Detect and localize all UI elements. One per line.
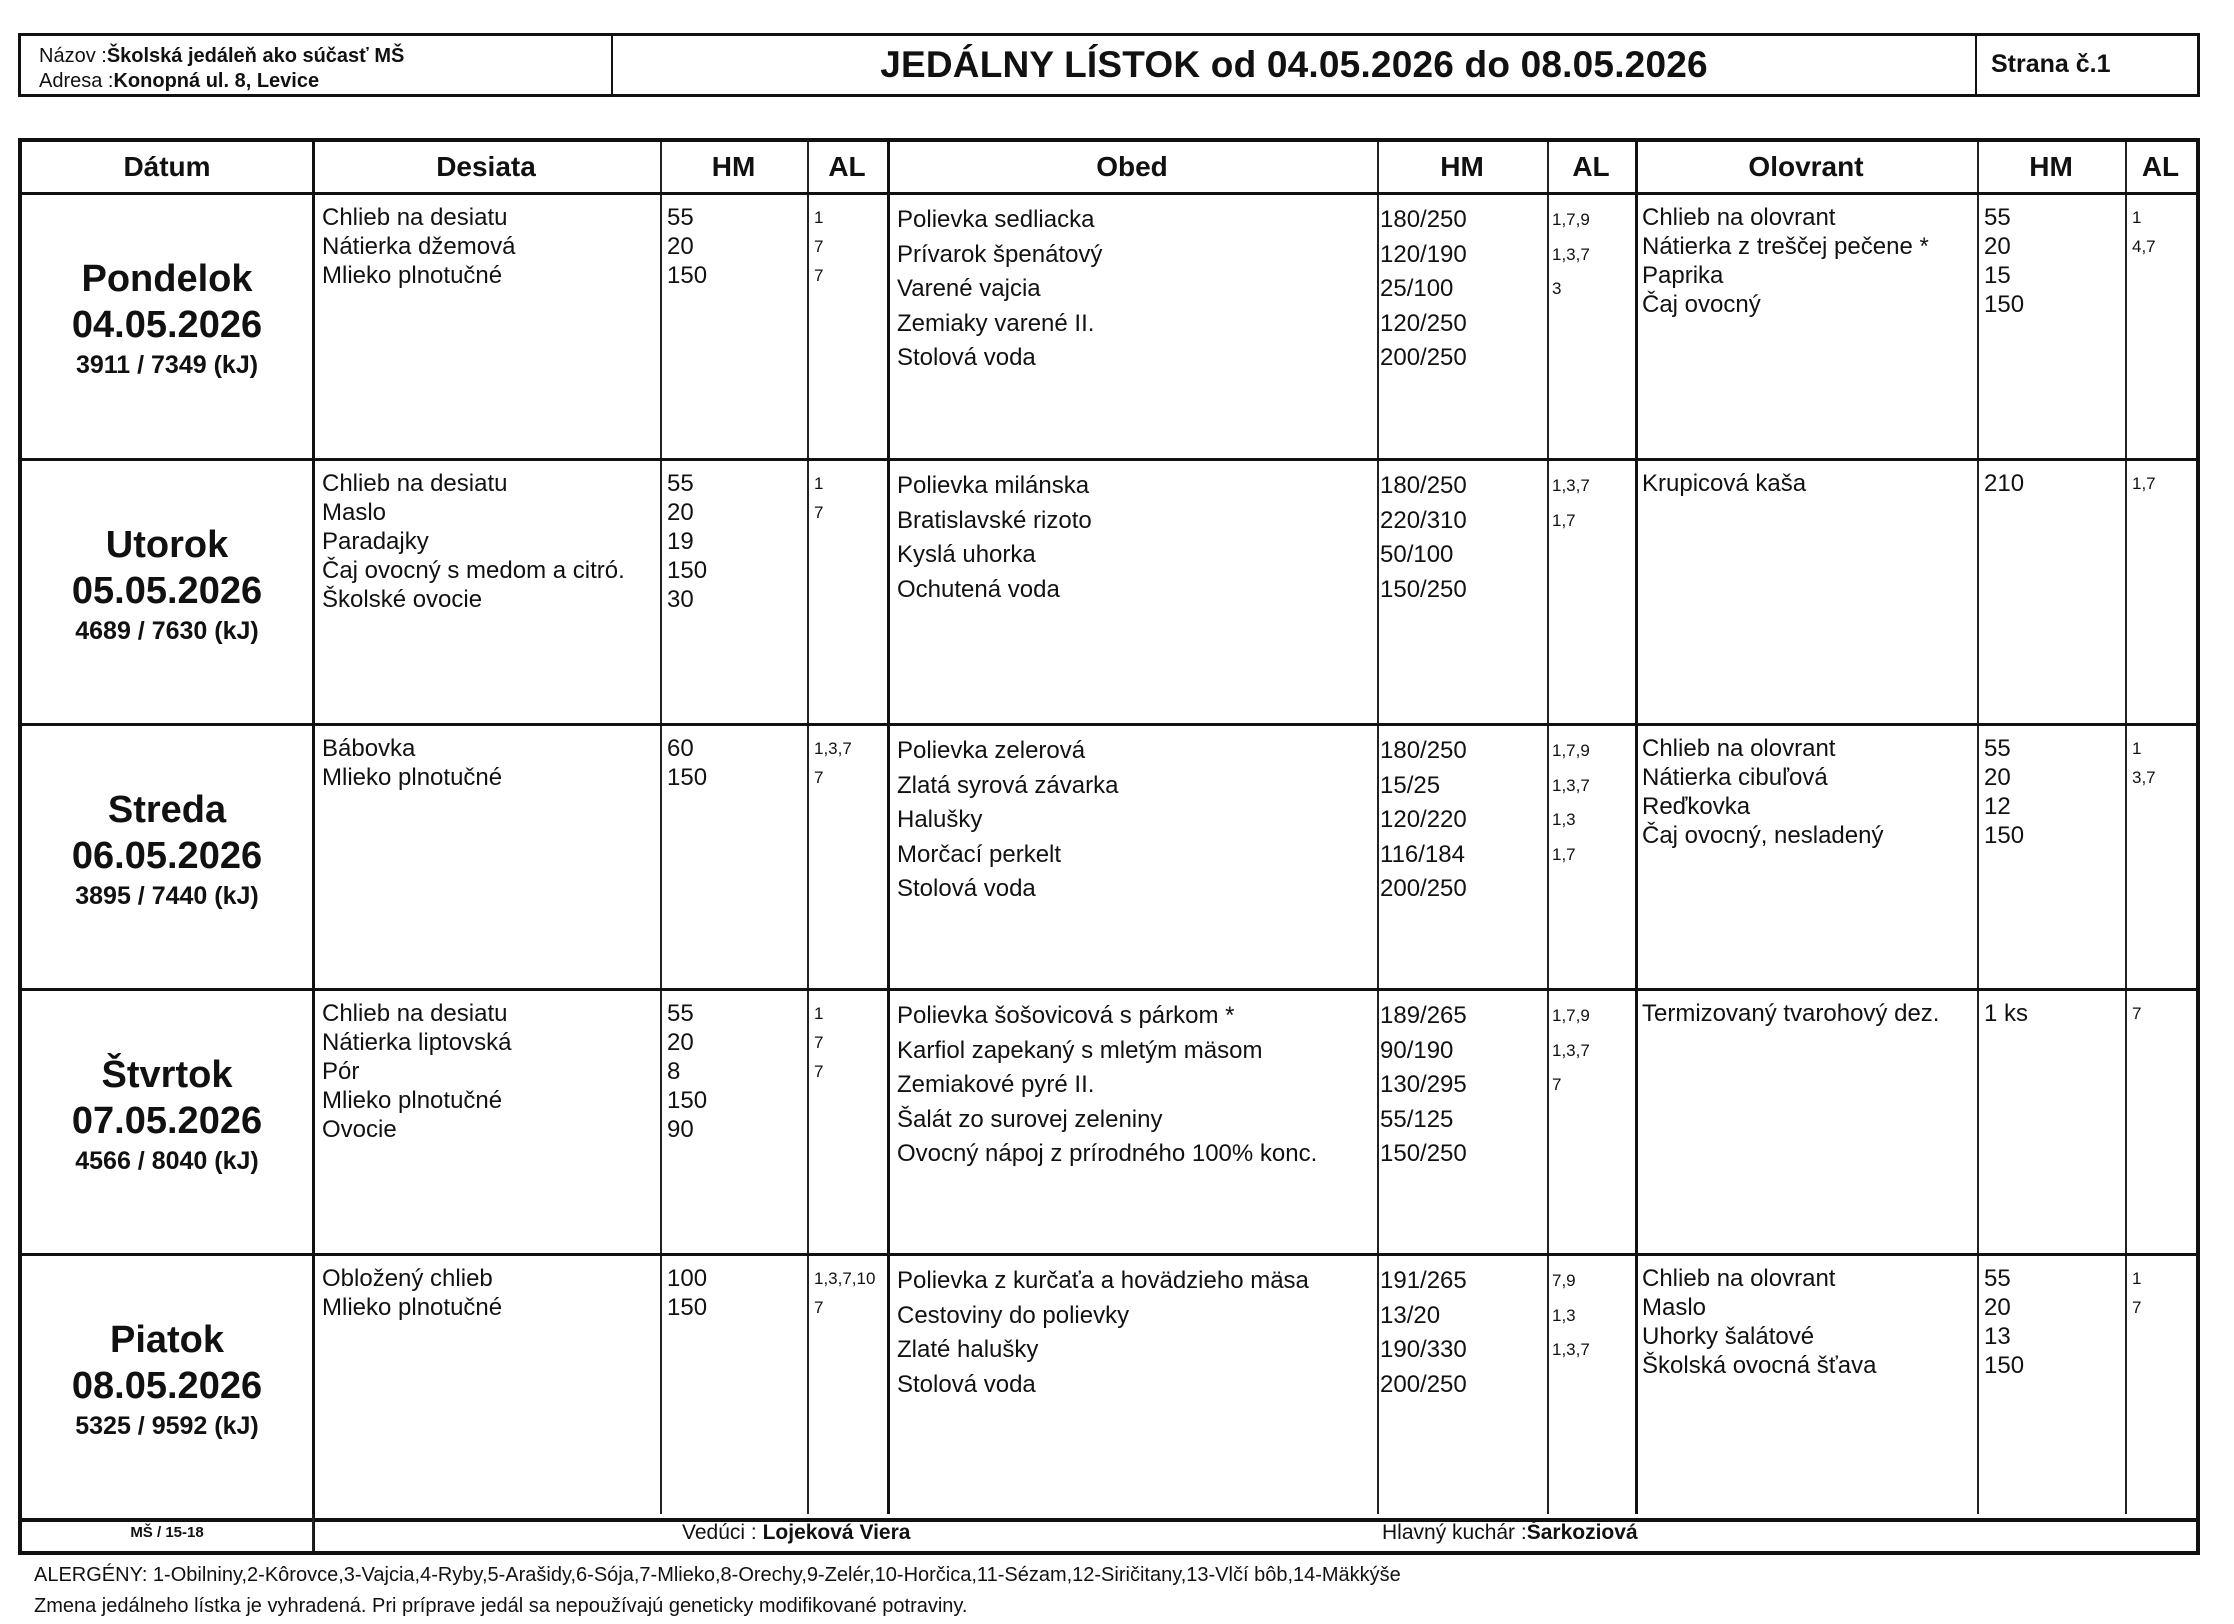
obed-allergens [1552, 203, 1590, 307]
menu-item: Polievka šošovicová s párkom * [897, 1002, 1235, 1029]
desiata-items [322, 999, 511, 1144]
menu-item: Mlieko plnotučné [322, 262, 503, 289]
column-header-lunch: Obed [1096, 151, 1168, 182]
item-amount: 130/295 [1380, 1071, 1467, 1098]
item-amount: 220/310 [1380, 506, 1467, 534]
menu-item: Nátierka cibuľová [1642, 764, 1828, 791]
item-allergens: 1,7 [2132, 474, 2156, 493]
day-name: Pondelok [81, 258, 253, 300]
manager-signature [682, 1514, 910, 1551]
desiata-items [322, 734, 502, 792]
item-allergens: 3,7 [2132, 768, 2156, 787]
item-allergens: 7 [814, 1062, 824, 1081]
item-amount: 150/250 [1380, 575, 1467, 603]
item-allergens: 1,7,9 [1552, 210, 1590, 229]
item-amount: 25/100 [1380, 275, 1454, 302]
menu-item: Obložený chlieb [322, 1265, 493, 1292]
column-header-lunch-al: AL [1572, 151, 1610, 182]
day-name: Utorok [105, 524, 229, 566]
menu-item: Cestoviny do polievky [897, 1301, 1130, 1329]
menu-item: Mlieko plnotučné [322, 1087, 503, 1114]
item-allergens: 7,9 [1552, 1271, 1576, 1290]
day-cell [22, 787, 312, 913]
item-allergens: 1,3 [1552, 1305, 1576, 1325]
item-amount: 116/184 [1380, 840, 1465, 868]
item-amount: 20 [667, 1029, 694, 1056]
menu-item: Čaj ovocný s medom a citró. [322, 557, 625, 584]
item-allergens: 1 [814, 474, 824, 493]
menu-item: Zemiaky varené II. [897, 309, 1095, 337]
menu-item: Morčací perkelt [897, 840, 1062, 868]
item-allergens: 3 [1552, 279, 1562, 298]
item-amount: 8 [667, 1058, 681, 1085]
menu-item: Mlieko plnotučné [322, 764, 503, 791]
item-amount: 90/190 [1380, 1036, 1454, 1064]
chef-name: Šarkoziová [1526, 1521, 1638, 1544]
item-allergens: 1,7 [1552, 844, 1576, 864]
obed-items [897, 203, 1102, 376]
item-amount: 55/125 [1380, 1105, 1454, 1133]
item-amount: 19 [667, 528, 694, 555]
item-amount: 150 [667, 764, 708, 791]
menu-item: Bratislavské rizoto [897, 506, 1092, 534]
menu-item: Polievka zelerová [897, 737, 1086, 764]
day-cell [22, 1052, 312, 1178]
item-amount: 200/250 [1380, 875, 1467, 902]
day-name: Štvrtok [101, 1054, 233, 1096]
item-amount: 20 [667, 233, 694, 260]
day-date: 07.05.2026 [71, 1100, 263, 1142]
day-energy: 4689 / 7630 (kJ) [75, 617, 259, 645]
manager-name: Lojeková Viera [762, 1521, 911, 1544]
menu-item: Halušky [897, 806, 983, 833]
day-energy: 5325 / 9592 (kJ) [75, 1412, 259, 1440]
item-allergens: 7 [2132, 1004, 2142, 1023]
day-row [22, 726, 2196, 988]
item-amount: 1 ks [1984, 1000, 2029, 1027]
item-allergens: 1 [2132, 739, 2142, 758]
item-amount: 15 [1984, 262, 2011, 289]
column-header-snack: Desiata [436, 151, 536, 182]
desiata-allergens [814, 203, 823, 290]
column-header-date: Dátum [123, 151, 211, 182]
item-amount: 30 [667, 586, 694, 613]
day-name: Streda [107, 789, 227, 831]
grid-line [312, 1514, 314, 1551]
menu-item: Ovocie [322, 1116, 397, 1143]
menu-item: Kyslá uhorka [897, 541, 1036, 568]
item-amount: 150 [667, 1294, 708, 1321]
item-allergens: 7 [814, 266, 824, 285]
day-date: 04.05.2026 [71, 304, 263, 346]
day-row [22, 195, 2196, 457]
day-energy: 3895 / 7440 (kJ) [75, 882, 259, 910]
obed-amounts [1380, 734, 1467, 907]
desiata-amounts [667, 999, 707, 1144]
item-amount: 120/250 [1380, 309, 1467, 337]
menu-item: Nátierka z treščej pečene * [1642, 233, 1929, 260]
day-date: 06.05.2026 [71, 835, 263, 877]
menu-item: Čaj ovocný, nesladený [1642, 822, 1884, 849]
menu-item: Chlieb na olovrant [1642, 735, 1836, 762]
day-date: 08.05.2026 [71, 1365, 263, 1407]
menu-item: Stolová voda [897, 1370, 1036, 1398]
desiata-allergens [814, 734, 852, 792]
olovrant-amounts [1984, 469, 2024, 498]
desiata-items [322, 1264, 502, 1322]
notes [34, 1560, 1401, 1622]
obed-amounts [1380, 999, 1467, 1172]
menu-item: Uhorky šalátové [1642, 1323, 1815, 1350]
menu-item: Maslo [322, 499, 387, 526]
obed-allergens [1552, 1264, 1590, 1368]
item-amount: 20 [1984, 1294, 2011, 1321]
olovrant-items [1642, 1264, 1876, 1380]
item-amount: 20 [667, 499, 694, 526]
olovrant-items [1642, 734, 1883, 850]
menu-item: Čaj ovocný [1642, 291, 1761, 318]
item-allergens: 1,3,7 [1552, 476, 1590, 495]
olovrant-allergens [2132, 1264, 2141, 1322]
page-number: Strana č.1 [1991, 50, 2111, 78]
item-amount: 189/265 [1380, 1002, 1467, 1029]
menu-item: Nátierka džemová [322, 233, 516, 260]
obed-items [897, 1264, 1309, 1402]
disclaimer: Zmena jedálneho lístka je vyhradená. Pri príprave jedál sa nepoužívajú geneticky modifikované potraviny. [34, 1595, 968, 1617]
item-allergens: 7 [814, 1298, 824, 1317]
menu-item: Ochutená voda [897, 575, 1060, 603]
menu-item: Chlieb na desiatu [322, 470, 508, 497]
item-amount: 150 [1984, 822, 2025, 849]
menu-item: Školské ovocie [322, 586, 483, 613]
item-amount: 150 [667, 557, 708, 584]
item-amount: 120/220 [1380, 806, 1467, 833]
menu-item: Nátierka liptovská [322, 1029, 512, 1056]
document-header [18, 33, 2200, 97]
menu-item: Polievka sedliacka [897, 206, 1095, 233]
olovrant-amounts [1984, 734, 2024, 850]
desiata-amounts [667, 734, 707, 792]
obed-allergens [1552, 734, 1590, 872]
item-amount: 55 [1984, 735, 2011, 762]
item-amount: 20 [1984, 764, 2011, 791]
item-amount: 100 [667, 1265, 708, 1292]
menu-item: Zemiakové pyré II. [897, 1071, 1095, 1098]
desiata-allergens [814, 469, 823, 527]
item-allergens: 7 [2132, 1298, 2142, 1317]
menu-item: Školská ovocná šťava [1642, 1352, 1877, 1379]
day-row [22, 1256, 2196, 1518]
item-amount: 50/100 [1380, 541, 1454, 568]
facility-info [21, 36, 613, 94]
item-amount: 55 [667, 204, 694, 231]
item-allergens: 1 [2132, 1269, 2142, 1288]
obed-amounts [1380, 469, 1467, 607]
item-allergens: 1,7 [1552, 510, 1576, 530]
item-allergens: 4,7 [2132, 237, 2156, 256]
desiata-items [322, 203, 515, 290]
column-header-snack-al: AL [828, 151, 866, 182]
olovrant-amounts [1984, 203, 2024, 319]
menu-item: Mlieko plnotučné [322, 1294, 503, 1321]
item-amount: 150 [667, 262, 708, 289]
day-energy: 3911 / 7349 (kJ) [75, 351, 259, 379]
item-allergens: 7 [814, 237, 824, 256]
menu-item: Paradajky [322, 528, 429, 555]
item-amount: 60 [667, 735, 694, 762]
desiata-items [322, 469, 625, 614]
menu-item: Bábovka [322, 735, 416, 762]
menu-item: Prívarok špenátový [897, 240, 1103, 268]
olovrant-allergens [2132, 203, 2156, 261]
item-amount: 150 [1984, 291, 2025, 318]
item-amount: 20 [1984, 233, 2011, 260]
menu-item: Stolová voda [897, 875, 1036, 902]
item-allergens: 1,3,7,10 [814, 1269, 876, 1288]
item-amount: 150 [1984, 1352, 2025, 1379]
menu-item: Chlieb na olovrant [1642, 204, 1836, 231]
table-footer [22, 1514, 2196, 1551]
menu-item: Chlieb na desiatu [322, 1000, 508, 1027]
item-allergens: 1 [814, 208, 824, 227]
item-allergens: 1 [814, 1004, 824, 1023]
form-code: MŠ / 15-18 [130, 1524, 204, 1541]
item-amount: 15/25 [1380, 771, 1441, 799]
desiata-amounts [667, 203, 707, 290]
item-allergens: 1,7,9 [1552, 741, 1590, 760]
menu-item: Polievka z kurčaťa a hovädzieho mäsa [897, 1267, 1309, 1294]
desiata-amounts [667, 1264, 707, 1322]
item-allergens: 1,3 [1552, 810, 1576, 829]
olovrant-items [1642, 203, 1929, 319]
item-amount: 13/20 [1380, 1301, 1441, 1329]
menu-item: Polievka milánska [897, 472, 1090, 499]
menu-item: Krupicová kaša [1642, 470, 1807, 497]
facility-name: Školská jedáleň ako súčasť MŠ [106, 45, 405, 67]
olovrant-items [1642, 469, 1806, 498]
item-amount: 180/250 [1380, 206, 1467, 233]
item-amount: 190/330 [1380, 1336, 1467, 1363]
manager-label: Vedúci : [682, 1521, 757, 1544]
obed-items [897, 999, 1317, 1172]
column-header-afternoon-al: AL [2141, 151, 2180, 182]
item-amount: 55 [667, 470, 694, 497]
menu-table [18, 138, 2200, 1555]
menu-item: Pór [322, 1058, 360, 1085]
facility-name-line [39, 44, 611, 69]
menu-item: Zlaté halušky [897, 1336, 1039, 1363]
column-header-afternoon: Olovrant [1748, 151, 1864, 182]
obed-amounts [1380, 203, 1467, 376]
menu-item: Reďkovka [1642, 793, 1751, 820]
allergen-legend: ALERGÉNY: 1-Obilniny,2-Kôrovce,3-Vajcia,4-Ryby,5-Arašidy,6-Sója,7-Mlieko,8-Orechy,9-Zelér,10-Horčica,11-Sézam,12-Siričitany,13-Vlčí bôb,14-Mäkkýše [34, 1564, 1401, 1586]
obed-items [897, 734, 1118, 907]
day-row [22, 461, 2196, 723]
column-header-snack-hm: HM [711, 151, 756, 182]
item-allergens: 7 [814, 503, 824, 522]
facility-address-line [39, 69, 611, 94]
obed-allergens [1552, 999, 1590, 1103]
olovrant-items [1642, 999, 1939, 1028]
name-label: Názov : [39, 45, 107, 67]
menu-item: Ovocný nápoj z prírodného 100% konc. [897, 1140, 1318, 1167]
column-header-afternoon-hm: HM [2029, 151, 2073, 182]
item-amount: 13 [1984, 1323, 2011, 1350]
menu-item: Termizovaný tvarohový dez. [1642, 1000, 1940, 1027]
menu-item: Chlieb na olovrant [1642, 1265, 1836, 1292]
item-allergens: 1,3,7 [814, 739, 852, 758]
item-amount: 210 [1984, 470, 2025, 497]
item-amount: 90 [667, 1116, 694, 1143]
menu-item: Paprika [1642, 262, 1724, 289]
menu-item: Chlieb na desiatu [322, 204, 508, 231]
day-cell [22, 1317, 312, 1443]
olovrant-amounts [1984, 1264, 2024, 1380]
item-amount: 180/250 [1380, 472, 1467, 499]
item-allergens: 7 [814, 768, 824, 787]
olovrant-allergens [2132, 734, 2156, 792]
document-title: JEDÁLNY LÍSTOK od 04.05.2026 do 08.05.2026 [613, 36, 1977, 94]
chef-label: Hlavný kuchár : [1382, 1521, 1527, 1544]
day-name: Piatok [109, 1319, 225, 1361]
item-amount: 12 [1984, 793, 2011, 820]
obed-amounts [1380, 1264, 1467, 1402]
item-allergens: 1 [2132, 208, 2142, 227]
item-amount: 55 [667, 1000, 694, 1027]
day-row [22, 991, 2196, 1253]
item-amount: 55 [1984, 1265, 2011, 1292]
address-label: Adresa : [39, 70, 114, 92]
obed-allergens [1552, 469, 1590, 538]
item-amount: 150 [667, 1087, 708, 1114]
day-date: 05.05.2026 [71, 570, 263, 612]
item-allergens: 1,3,7 [1552, 775, 1590, 795]
facility-address: Konopná ul. 8, Levice [113, 70, 320, 92]
day-cell [22, 522, 312, 648]
day-energy: 4566 / 8040 (kJ) [75, 1147, 259, 1175]
item-amount: 120/190 [1380, 240, 1467, 268]
item-amount: 55 [1984, 204, 2011, 231]
menu-item: Zlatá syrová závarka [897, 771, 1119, 799]
item-allergens: 1,3,7 [1552, 1340, 1590, 1359]
menu-item: Stolová voda [897, 344, 1036, 371]
item-allergens: 1,7,9 [1552, 1006, 1590, 1025]
olovrant-amounts [1984, 999, 2028, 1028]
day-cell [22, 256, 312, 382]
item-amount: 180/250 [1380, 737, 1467, 764]
item-allergens: 1,3,7 [1552, 244, 1590, 264]
menu-item: Maslo [1642, 1294, 1707, 1321]
obed-items [897, 469, 1092, 607]
item-amount: 191/265 [1380, 1267, 1467, 1294]
item-allergens: 7 [1552, 1075, 1562, 1094]
menu-item: Varené vajcia [897, 275, 1041, 302]
olovrant-allergens [2132, 469, 2156, 498]
chef-signature [1382, 1514, 1638, 1551]
menu-item: Šalát zo surovej zeleniny [897, 1105, 1163, 1133]
column-header-lunch-hm: HM [1440, 151, 1484, 182]
olovrant-allergens [2132, 999, 2141, 1028]
desiata-amounts [667, 469, 707, 614]
item-amount: 200/250 [1380, 1370, 1467, 1398]
item-amount: 200/250 [1380, 344, 1467, 371]
menu-item: Karfiol zapekaný s mletým mäsom [897, 1036, 1263, 1064]
desiata-allergens [814, 1264, 875, 1322]
desiata-allergens [814, 999, 823, 1086]
item-amount: 150/250 [1380, 1140, 1467, 1167]
item-allergens: 7 [814, 1033, 824, 1052]
item-allergens: 1,3,7 [1552, 1040, 1590, 1060]
